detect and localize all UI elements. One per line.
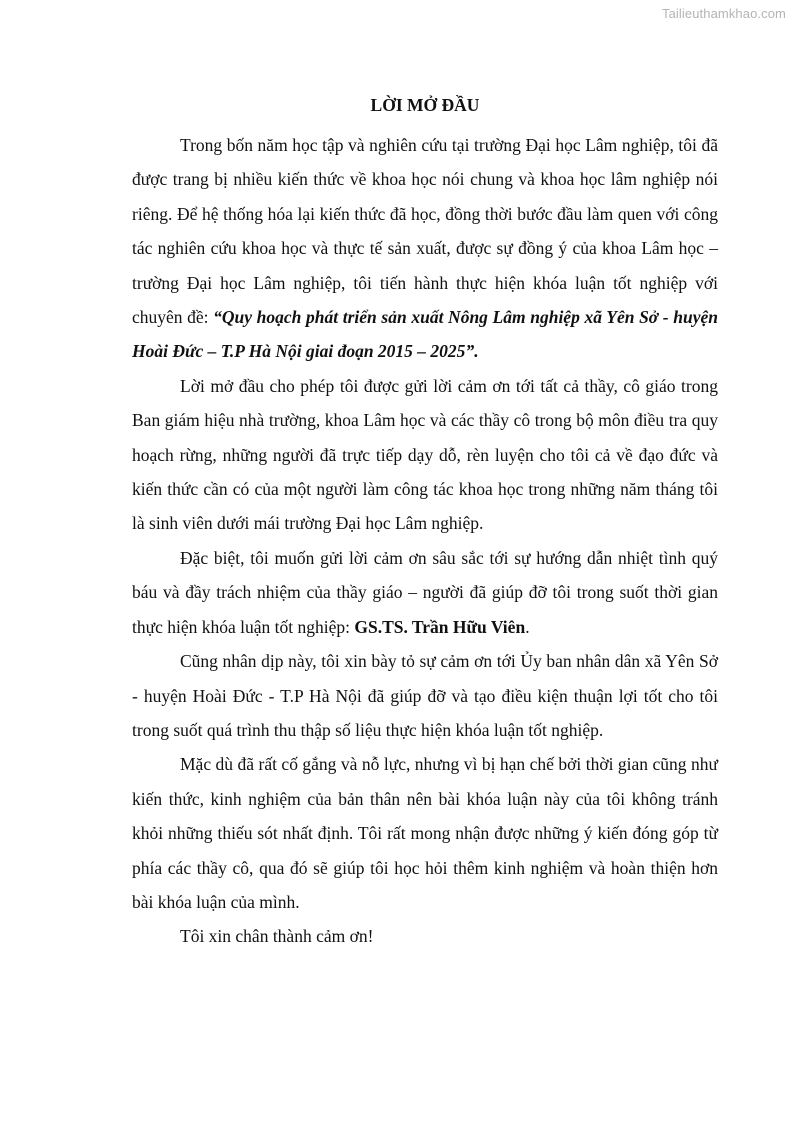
- paragraph-thanks-committee: Cũng nhân dịp này, tôi xin bày tỏ sự cảm ơn tới Ủy ban nhân dân xã Yên Sở - huyện Hoài Đức - T.P Hà Nội đã giúp đỡ và tạo điều kiện thuận lợi tốt cho tôi trong suốt quá trình thu thập số liệu thực hiện khóa luận tốt nghiệp.: [132, 651, 718, 740]
- document-body: [132, 92, 718, 954]
- paragraph-supervisor-end: .: [525, 616, 530, 637]
- thesis-topic: [132, 307, 718, 361]
- paragraph-intro: [132, 128, 718, 369]
- thesis-topic-title: “Quy hoạch phát triển sản xuất Nông Lâm nghiệp xã Yên Sở - huyện Hoài Đức – T.P Hà Nội giai đoạn 2015 – 2025: [132, 307, 718, 362]
- supervisor-name: GS.TS. Trần Hữu Viên: [354, 616, 526, 637]
- paragraph-supervisor-text: Đặc biệt, tôi muốn gửi lời cảm ơn sâu sắc tới sự hướng dẫn nhiệt tình quý báu và đầy trách nhiệm của thầy giáo – người đã giúp đỡ tôi trong suốt thời gian thực hiện khóa luận tốt nghiệp:: [132, 547, 718, 637]
- page-title: LỜI MỞ ĐẦU: [370, 95, 480, 115]
- paragraph-intro-text: Trong bốn năm học tập và nghiên cứu tại trường Đại học Lâm nghiệp, tôi đã được trang bị nhiều kiến thức về khoa học nói chung và khoa học lâm nghiệp nói riêng. Để hệ thống hóa lại kiến thức đã học, đồng thời bước đầu làm quen với công tác nghiên cứu khoa học và thực tế sản xuất, được sự đồng ý của khoa Lâm học – trường Đại học Lâm nghiệp, tôi tiến hành thực hiện khóa luận tốt nghiệp với chuyên đề:: [132, 135, 718, 328]
- paragraph-thanks-teachers: Lời mở đầu cho phép tôi được gửi lời cảm ơn tới tất cả thầy, cô giáo trong Ban giám hiệu nhà trường, khoa Lâm học và các thầy cô trong bộ môn điều tra quy hoạch rừng, những người đã trực tiếp dạy dỗ, rèn luyện cho tôi cả về đạo đức và kiến thức cần có của một người làm công tác khoa học trong những năm tháng tôi là sinh viên dưới mái trường Đại học Lâm nghiệp.: [132, 375, 718, 534]
- watermark-text: Tailieuthamkhao.com: [661, 6, 786, 21]
- thesis-topic-end: ”.: [465, 341, 479, 362]
- paragraph-thanks-supervisor: [132, 541, 718, 644]
- paragraph-closing: Tôi xin chân thành cảm ơn!: [180, 926, 374, 947]
- paragraph-apology: Mặc dù đã rất cố gắng và nỗ lực, nhưng vì bị hạn chế bởi thời gian cũng như kiến thức, kinh nghiệm của bản thân nên bài khóa luận này của tôi không tránh khỏi những thiếu sót nhất định. Tôi rất mong nhận được những ý kiến đóng góp từ phía các thầy cô, qua đó sẽ giúp tôi học hỏi thêm kinh nghiệm và hoàn thiện hơn bài khóa luận của mình.: [132, 754, 718, 912]
